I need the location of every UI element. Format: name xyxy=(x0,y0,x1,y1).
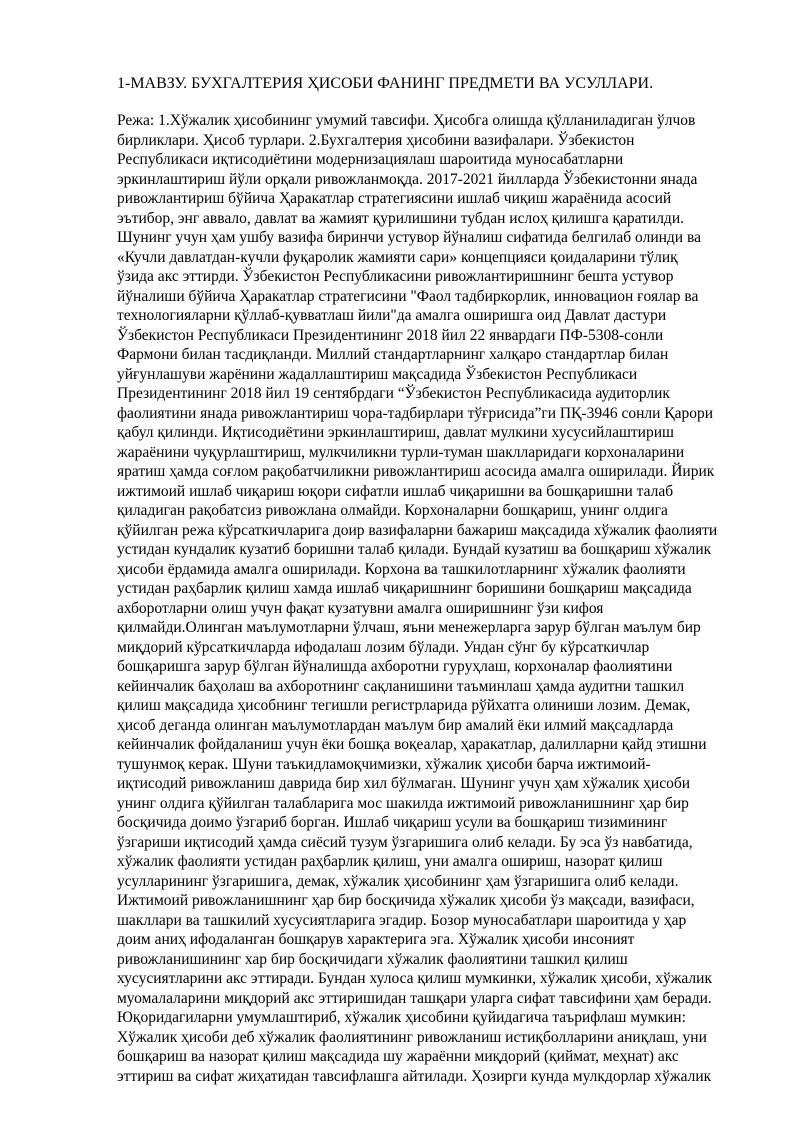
body-text-line: фаолиятини янада ривожлантириш чора-тадбирлари тўғрисида”ги ПҚ-3946 сонли Қарори xyxy=(117,404,714,422)
body-text-line: Юқоридагиларни умумлаштириб, хўжалик ҳисобини қуйидагича таърифлаш мумкин: xyxy=(117,1009,686,1026)
document-body xyxy=(117,111,757,1086)
body-text-line: Фармони билан тасдиқланди. Миллий стандартларнинг халқаро стандартлар билан xyxy=(117,346,669,363)
body-text-line: муомалаларини миқдорий акс эттиришидан ташқари уларга сифат тавсифини ҳам беради. xyxy=(117,989,712,1007)
body-text-line: Президентининг 2018 йил 19 сентябрдаги “Ўзбекистон Республикасида аудиторлик xyxy=(117,385,670,402)
body-text-line: қабул қилинди. Иқтисодиётини эркинлаштириш, давлат мулкини хусусийлаштириш xyxy=(117,424,674,441)
body-text-line: бошқаришга зарур бўлган йўналишда ахборотни гуруҳлаш, корхоналар фаолиятини xyxy=(117,658,673,675)
body-text-line: яратиш ҳамда соғлом рақобатчиликни ривожлантириш асосида амалга оширилади. Йирик xyxy=(117,463,715,480)
body-text-line: кейинчалик фойдаланиш учун ёки бошқа воқеалар, ҳаракатлар, далилларни қайд этишни xyxy=(117,736,707,753)
body-text-line: Хўжалик ҳисоби деб хўжалик фаолиятининг ривожланиш истиқболларини аниқлаш, уни xyxy=(117,1028,707,1046)
body-text-line: қилмайди.Олинган маълумотларни ўлчаш, яъни менежерларга зарур бўлган маълум бир xyxy=(117,619,701,636)
body-text-line: қиладиган рақобатсиз ривожлана олмайди. Корхоналарни бошқариш, унинг олдига xyxy=(117,502,668,519)
body-text-line: ривожланишининг хар бир босқичидаги хўжалик фаолиятини ташкил қилиш xyxy=(117,950,628,968)
body-text-line: қилиш мақсадида ҳисобнинг тегишли регистрларида рўйхатга олиниши лозим. Демак, xyxy=(117,697,691,714)
body-text-line: хўжалик фаолияти устидан раҳбарлик қилиш, уни амалга ошириш, назорат қилиш xyxy=(117,853,663,870)
body-text-line: унинг олдига қўйилган талабларига мос шакилда ижтимоий ривожланишнинг ҳар бир xyxy=(117,794,689,812)
body-text-line: уйғунлашуви жарёнини жадаллаштириш мақсадида Ўзбекистон Республикаси xyxy=(117,365,638,383)
body-text-line: Режа: 1.Хўжалик ҳисобининг умумий тавсифи. Ҳисобга олишда қўлланиладиган ўлчов xyxy=(117,112,696,129)
body-text-line: ижтимоий ишлаб чиқариш юқори сифатли ишлаб чиқаришни ва бошқаришни талаб xyxy=(117,482,674,500)
body-text-line: Шунинг учун ҳам ушбу вазифа биринчи устувор йўналиш сифатида белгилаб олинди ва xyxy=(117,229,701,246)
body-text-line: иқтисодий ривожланиш даврида бир хил бўлмаган. Шунинг учун ҳам хўжалик ҳисоби xyxy=(117,775,691,792)
document-title: 1-МАВЗУ. БУХГАЛТЕРИЯ ҲИСОБИ ФАНИНГ ПРЕДМЕТИ ВА УСУЛЛАРИ. xyxy=(117,75,654,92)
body-text-line: эркинлаштириш йўли орқали ривожланмоқда. 2017-2021 йилларда Ўзбекистонни янада xyxy=(117,170,698,188)
body-text-line: эттириш ва сифат жиҳатидан тавсифлашга айтилади. Ҳозирги кунда мулкдорлар хўжалик xyxy=(117,1067,712,1085)
body-text-line: бошқариш ва назорат қилиш мақсадида шу жараённи миқдорий (қиймат, меҳнат) акс xyxy=(117,1048,679,1065)
body-text-line: тушунмоқ керак. Шуни таъкидламоқчимизки, хўжалик ҳисоби барча ижтимоий- xyxy=(117,755,651,773)
body-text-line: устидан раҳбарлик қилиш хамда ишлаб чиқаришнинг боришини бошқариш мақсадида xyxy=(117,580,692,597)
body-text-line: «Кучли давлатдан-кучли фуқаролик жамияти сари» концепцияси қоидаларини тўлиқ xyxy=(117,248,678,266)
body-text-line: технологияларни қўллаб-қувватлаш йили"да амалга оширишга оид Давлат дастури xyxy=(117,307,667,324)
body-text-line: шакллари ва ташкилий хусусиятларига эгадир. Бозор муносабатлари шароитида у ҳар xyxy=(117,911,687,929)
body-text-line: жараёнини чуқурлаштириш, мулкчиликни турли-туман шаклларидаги корхоналарини xyxy=(117,443,685,461)
body-text-line: йўналиши бўйича Ҳаракатлар стратегисини "Фаол тадбиркорлик, инновацион ғоялар ва xyxy=(117,287,699,305)
body-text-line: қўйилган режа кўрсаткичларига доир вазифаларни бажариш мақсадида хўжалик фаолияти xyxy=(117,521,718,539)
body-text-line: Республикаси иқтисодиётини модернизациялаш шароитида муносабатларни xyxy=(117,151,624,168)
body-text-line: Ўзбекистон Республикаси Президентининг 2018 йил 22 январдаги ПФ-5308-сонли xyxy=(117,326,664,344)
body-text-line: хусусиятларини акс эттиради. Бундан хулоса қилиш мумкинки, хўжалик ҳисоби, хўжалик xyxy=(117,970,712,987)
body-text-line: босқичида доимо ўзгариб борган. Ишлаб чиқариш усули ва бошқариш тизимининг xyxy=(117,814,668,831)
body-text-line: ахборотларни олиш учун фақат кузатувни амалга оширишнинг ўзи кифоя xyxy=(117,599,604,617)
body-text-line: усулларининг ўзгаришига, демак, хўжалик ҳисобининг ҳам ўзгаришига олиб келади. xyxy=(117,872,679,890)
body-text-line: ҳисоб деганда олинган маълумотлардан маълум бир амалий ёки илмий мақсадларда xyxy=(117,716,674,734)
body-text-line: эътибор, энг аввало, давлат ва жамият қурилишини тубдан ислоҳ қилишга қаратилди. xyxy=(117,209,684,227)
body-text-line: кейинчалик баҳолаш ва ахборотнинг сақланишини таъминлаш ҳамда аудитни ташкил xyxy=(117,677,685,695)
body-text-line: ҳисоби ёрдамида амалга оширилади. Корхона ва ташкилотларнинг хўжалик фаолияти xyxy=(117,560,686,578)
body-text-line: ривожлантириш бўйича Ҳаракатлар стратегиясини ишлаб чиқиш жараёнида асосий xyxy=(117,190,672,207)
body-text-line: ўзгариши иқтисодий ҳамда сиёсий тузум ўзгаришига олиб келади. Бу эса ўз навбатида, xyxy=(117,833,693,851)
body-text-line: бирликлари. Ҳисоб турлари. 2.Бухгалтерия ҳисобини вазифалари. Ўзбекистон xyxy=(117,131,635,149)
body-text-line: Ижтимоий ривожланишнинг ҳар бир босқичида хўжалик ҳисоби ўз мақсади, вазифаси, xyxy=(117,892,695,909)
body-text-line: миқдорий кўрсаткичларда ифодалаш лозим бўлади. Ундан сўнг бу кўрсаткичлар xyxy=(117,638,650,656)
body-text-line: ўзида акс эттирди. Ўзбекистон Республикасини ривожлантиришнинг бешта устувор xyxy=(117,268,674,285)
body-text-line: устидан кундалик кузатиб боришни талаб қилади. Бундай кузатиш ва бошқариш хўжалик xyxy=(117,541,712,558)
body-text-line: доим аниҳ ифодаланган бошқарув характерига эга. Хўжалик ҳисоби инсоният xyxy=(117,931,635,948)
